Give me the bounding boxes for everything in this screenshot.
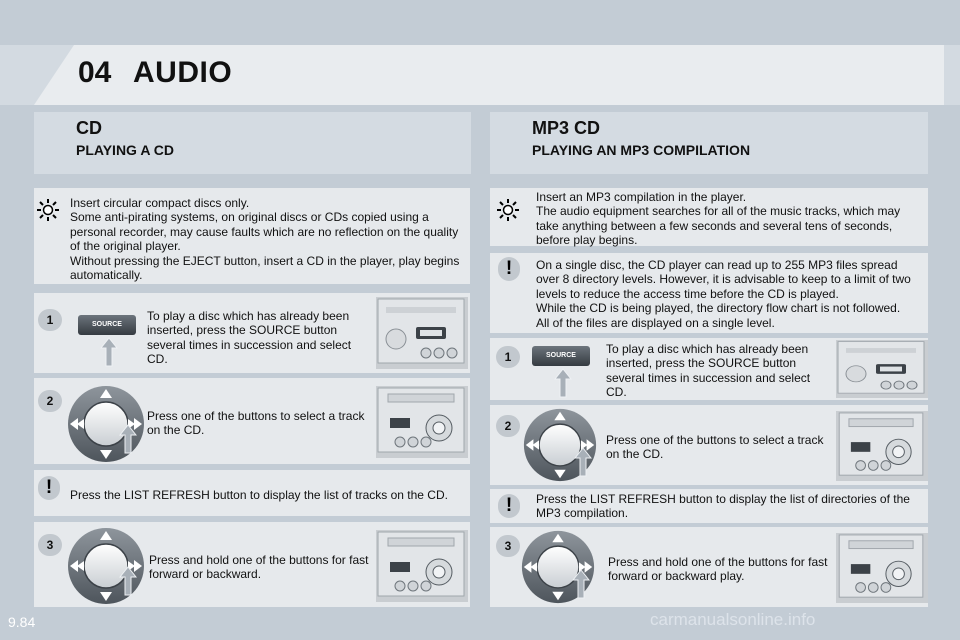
- right-step2-text: Press one of the buttons to select a track on the CD.: [606, 433, 824, 462]
- right-step3-text: Press and hold one of the buttons for fast forward or backward play.: [608, 555, 828, 584]
- left-step2-text: Press one of the buttons to select a track on the CD.: [147, 409, 365, 438]
- finger-press-icon: [554, 368, 572, 398]
- left-step1: [34, 293, 470, 373]
- radio-dial-photo: [836, 411, 928, 481]
- left-section-header: [34, 112, 471, 174]
- right-step2: [490, 405, 928, 485]
- left-title: CD: [76, 118, 102, 138]
- step-number-2: 2: [38, 390, 62, 412]
- radio-source-photo: [376, 297, 468, 369]
- right-step3: [490, 527, 928, 607]
- warning-icon: !: [498, 257, 520, 281]
- step-number-1: 1: [38, 309, 62, 331]
- left-info-box: [34, 188, 470, 284]
- sun-icon: [496, 198, 520, 222]
- left-step3-text: Press and hold one of the buttons for fast forward or backward.: [149, 553, 369, 582]
- warning-icon: !: [498, 494, 520, 518]
- radio-dial-photo: [376, 386, 468, 458]
- left-note-text: Press the LIST REFRESH button to display the list of tracks on the CD.: [70, 488, 448, 502]
- left-note: [34, 470, 470, 516]
- chapter-title: AUDIO: [133, 56, 233, 89]
- page-number: 9.84: [8, 614, 36, 630]
- right-section-header: [490, 112, 928, 174]
- right-title: MP3 CD: [532, 118, 601, 138]
- radio-dial-photo: [836, 533, 928, 603]
- right-note-text: Press the LIST REFRESH button to display the list of directories of the MP3 compilation.: [536, 492, 910, 521]
- right-step1: [490, 338, 928, 400]
- step-number-1: 1: [496, 346, 520, 368]
- finger-press-icon: [119, 424, 137, 454]
- source-button-illustration: [78, 315, 138, 365]
- radio-dial-photo: [376, 530, 468, 602]
- step-number-3: 3: [38, 534, 62, 556]
- warning-icon: !: [38, 476, 60, 500]
- sun-icon: [36, 198, 60, 222]
- right-step1-text: To play a disc which has already been inserted, press the SOURCE button several times in succession and select CD.: [606, 342, 811, 400]
- left-step2: [34, 378, 470, 464]
- right-info-text: Insert an MP3 compilation in the player. The audio equipment searches for all of the music tracks, which may take anything between a few seconds and several tens of seconds, before play begins.: [536, 190, 901, 248]
- right-info-box: [490, 188, 928, 246]
- source-button-illustration: [532, 346, 592, 396]
- right-warning-box: [490, 253, 928, 333]
- radio-source-photo: [836, 340, 928, 398]
- finger-press-icon: [100, 337, 118, 367]
- right-warning-text: On a single disc, the CD player can read up to 255 MP3 files spread over 8 directory levels. However, it is advisable to keep to a limit of two levels to reduce the access time before the CD is played. While the CD is being played, the directory flow chart is not followed. All of the files are displayed on a single level.: [536, 258, 911, 330]
- chapter-number: 04: [78, 56, 112, 89]
- left-info-text: Insert circular compact discs only. Some anti-pirating systems, on original discs or CDs copied using a personal recorder, may cause faults which are no reflection on the quality of the original player. Without pressing the EJECT button, insert a CD in the player, play begins automatically.: [70, 196, 460, 283]
- finger-press-icon: [119, 566, 137, 596]
- right-subtitle: PLAYING AN MP3 COMPILATION: [532, 142, 751, 158]
- watermark: carmanualsonline.info: [650, 610, 816, 629]
- left-step1-text: To play a disc which has already been inserted, press the SOURCE button several times in succession and select CD.: [147, 309, 352, 367]
- source-button: SOURCE: [532, 346, 590, 366]
- finger-press-icon: [574, 447, 592, 477]
- right-note: [490, 489, 928, 523]
- finger-press-icon: [572, 569, 590, 599]
- step-number-3: 3: [496, 535, 520, 557]
- left-step3: [34, 522, 470, 607]
- left-subtitle: PLAYING A CD: [76, 142, 175, 158]
- source-button: SOURCE: [78, 315, 136, 335]
- step-number-2: 2: [496, 415, 520, 437]
